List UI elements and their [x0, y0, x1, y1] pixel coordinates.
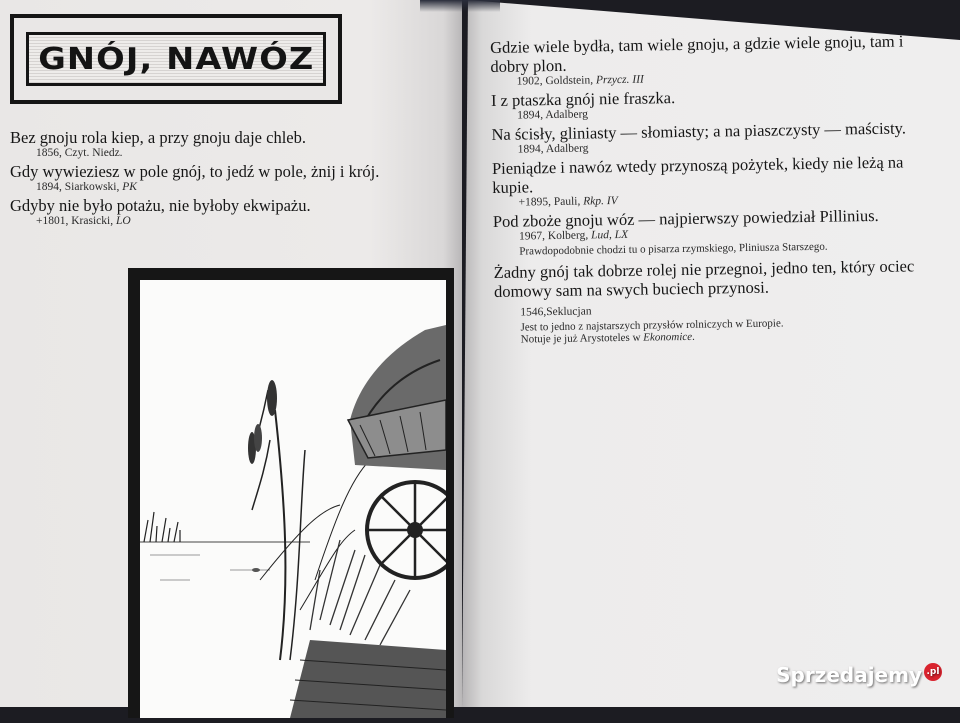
proverb: Gdzie wiele bydła, tam wiele gnoju, a gdzie wiele gnoju, tam i dobry plon.	[490, 31, 904, 76]
chapter-heading-box	[10, 14, 342, 104]
citation: 1902, Goldstein, Przycz. III	[516, 73, 644, 88]
citation: 1894, Adalberg	[517, 108, 589, 122]
citation: 1856, Czyt. Niedz.	[36, 147, 123, 159]
citation: 1967, Kolberg, Lud, LX	[519, 228, 629, 243]
proverb: Gdyby nie było potażu, nie byłoby ekwipażu.	[10, 196, 311, 215]
proverb: I z ptaszka gnój nie fraszka.	[490, 88, 676, 110]
illustration-frame	[128, 268, 454, 718]
proverb: Bez gnoju rola kiep, a przy gnoju daje chleb.	[10, 128, 306, 147]
proverb: Pod zboże gnoju wóz — najpierwszy powiedział Pillinius.	[492, 205, 879, 231]
citation: 1894, Siarkowski, PK	[36, 181, 137, 193]
chapter-title: GNÓJ, NAWÓZ	[37, 41, 315, 77]
footnote: Jest to jedno z najstarszych przysłów rolniczych w Europie.	[520, 316, 784, 334]
illustration-canvas	[140, 280, 446, 718]
chapter-heading-inner	[26, 32, 326, 86]
right-proverbs	[490, 31, 945, 347]
citation: +1895, Pauli, Rkp. IV	[518, 195, 618, 209]
citation: 1894, Adalberg	[517, 142, 589, 156]
footnote: Notuje je już Arystoteles w Ekonomice.	[520, 330, 695, 346]
proverb: Na ścisły, gliniasty — słomiasty; a na piaszczysty — maścisty.	[491, 118, 907, 144]
proverb: Żadny gnój tak dobrze rolej nie przegnoi, jedno ten, który ociec domowy sam na swych buciech przynosi.	[493, 255, 915, 301]
footnote: Prawdopodobnie chodzi tu o pisarza rzymskiego, Pliniusza Starszego.	[519, 240, 828, 258]
citation: 1546,Seklucjan	[520, 304, 592, 319]
left-proverbs	[10, 128, 440, 230]
proverb: Pieniądze i nawóz wtedy przynoszą pożytek, kiedy nie leżą na kupie.	[491, 152, 904, 197]
citation: +1801, Krasicki, LO	[36, 215, 131, 227]
proverb: Gdy wywieziesz w pole gnój, to jedź w pole, żnij i krój.	[10, 162, 380, 181]
gutter-shadow	[420, 0, 500, 12]
cart-reeds-drawing	[140, 280, 446, 718]
watermark-logo: Sprzedajemy .pl	[776, 663, 942, 687]
